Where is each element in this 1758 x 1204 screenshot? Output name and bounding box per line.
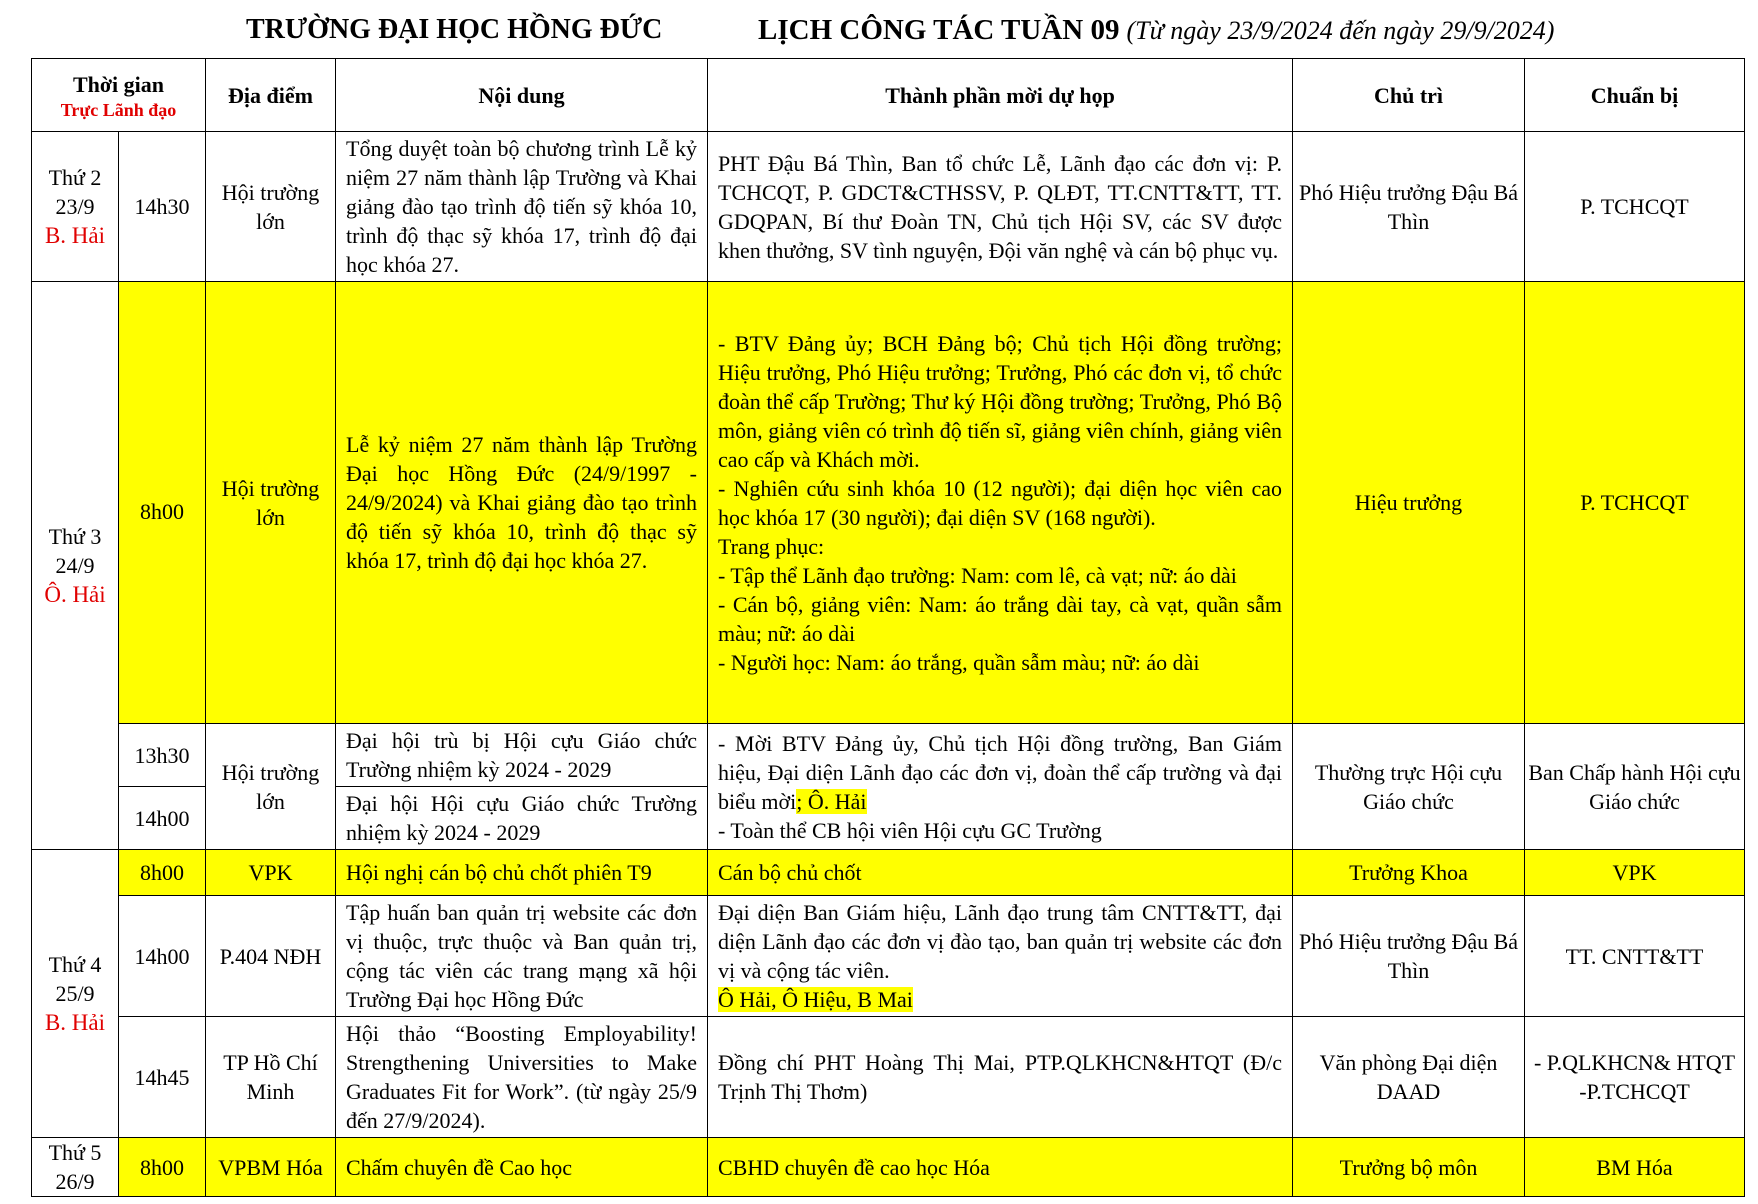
day-date: 23/9	[55, 194, 95, 219]
participants-line: Trang phục:	[718, 533, 825, 559]
time-cell: 14h45	[119, 1017, 206, 1138]
time-cell: 8h00	[119, 282, 206, 724]
prepare-cell: Ban Chấp hành Hội cựu Giáo chức	[1525, 724, 1745, 850]
participants-cell	[708, 724, 1293, 850]
duty-leader: B. Hải	[44, 1010, 106, 1035]
day-name: Thứ 4	[48, 952, 102, 977]
participants-cell: PHT Đậu Bá Thìn, Ban tổ chức Lễ, Lãnh đạo các đơn vị: P. TCHCQT, P. GDCT&CTHSSV, P. QLĐT, TT.CNTT&TT, TT. GDQPAN, Bí thư Đoàn TN, Chủ tịch Hội SV, các SV được khen thưởng, SV tình nguyện, Đội văn nghệ và cán bộ phục vụ.	[708, 132, 1293, 282]
schedule-title	[758, 14, 1554, 47]
prepare-line: - P.QLKHCN& HTQT	[1533, 1050, 1736, 1075]
day-name: Thứ 2	[48, 165, 102, 190]
content-cell: Đại hội Hội cựu Giáo chức Trường nhiệm kỳ 2024 - 2029	[336, 787, 708, 850]
prepare-cell: TT. CNTT&TT	[1525, 896, 1745, 1017]
schedule-title-text: LỊCH CÔNG TÁC TUẦN 09	[758, 14, 1120, 46]
content-cell: Hội nghị cán bộ chủ chốt phiên T9	[336, 850, 708, 896]
col-time-label: Thời gian	[72, 71, 165, 97]
time-cell: 8h00	[119, 850, 206, 896]
content-cell: Chấm chuyên đề Cao học	[336, 1138, 708, 1197]
time-cell: 14h30	[119, 132, 206, 282]
participants-line: - Nghiên cứu sinh khóa 10 (12 người); đại diện học viên cao học khóa 17 (30 người); đại diện SV (168 người).	[718, 475, 1282, 530]
day-date: 26/9	[55, 1169, 95, 1194]
table-header-row	[32, 59, 1745, 132]
day-cell	[32, 1138, 119, 1197]
day-date: 25/9	[55, 981, 95, 1006]
participants-cell: CBHD chuyên đề cao học Hóa	[708, 1138, 1293, 1197]
participants-line: Đại diện Ban Giám hiệu, Lãnh đạo trung tâm CNTT&TT, đại diện Lãnh đạo các đơn vị đào tạo, ban quản trị website các đơn vị và cộng tác viên.	[718, 900, 1282, 983]
prepare-line: -P.TCHCQT	[1579, 1079, 1690, 1104]
schedule-table	[31, 58, 1745, 1197]
chair-cell: Trưởng Khoa	[1293, 850, 1525, 896]
place-cell: Hội trường lớn	[206, 724, 336, 850]
place-cell: VPBM Hóa	[206, 1138, 336, 1197]
chair-cell: Thường trực Hội cựu Giáo chức	[1293, 724, 1525, 850]
col-time	[32, 59, 206, 132]
place-cell: TP Hồ Chí Minh	[206, 1017, 336, 1138]
time-cell: 14h00	[119, 787, 206, 850]
date-range: (Từ ngày 23/9/2024 đến ngày 29/9/2024)	[1126, 16, 1555, 45]
col-content: Nội dung	[336, 59, 708, 132]
table-row	[32, 132, 1745, 282]
content-cell: Tập huấn ban quản trị website các đơn vị thuộc, trực thuộc và Ban quản trị, cộng tác viên các trang mạng xã hội Trường Đại học Hồng Đức	[336, 896, 708, 1017]
place-cell: P.404 NĐH	[206, 896, 336, 1017]
day-cell	[32, 850, 119, 1138]
duty-leader: B. Hải	[44, 223, 106, 248]
content-cell: Lễ kỷ niệm 27 năm thành lập Trường Đại học Hồng Đức (24/9/1997 - 24/9/2024) và Khai giảng đào tạo trình độ tiến sỹ khóa 10, trình độ thạc sỹ khóa 17, trình độ đại học khóa 27.	[336, 282, 708, 724]
chair-cell: Phó Hiệu trưởng Đậu Bá Thìn	[1293, 896, 1525, 1017]
col-participants: Thành phần mời dự họp	[708, 59, 1293, 132]
day-date: 24/9	[55, 553, 95, 578]
prepare-cell: P. TCHCQT	[1525, 282, 1745, 724]
participants-line: - Toàn thể CB hội viên Hội cựu GC Trường	[718, 817, 1102, 843]
col-prepare: Chuẩn bị	[1525, 59, 1745, 132]
day-cell	[32, 132, 119, 282]
place-cell: VPK	[206, 850, 336, 896]
participants-line: - Cán bộ, giảng viên: Nam: áo trắng dài tay, cà vạt, quần sẫm màu; nữ: áo dài	[718, 591, 1282, 646]
chair-cell: Phó Hiệu trưởng Đậu Bá Thìn	[1293, 132, 1525, 282]
participants-cell	[708, 896, 1293, 1017]
place-cell: Hội trường lớn	[206, 132, 336, 282]
col-chair: Chủ trì	[1293, 59, 1525, 132]
day-cell	[32, 282, 119, 850]
col-time-sub: Trực Lãnh đạo	[60, 99, 177, 120]
participants-line: - Người học: Nam: áo trắng, quần sẫm màu; nữ: áo dài	[718, 649, 1200, 675]
prepare-cell: BM Hóa	[1525, 1138, 1745, 1197]
participants-cell	[708, 282, 1293, 724]
time-cell: 8h00	[119, 1138, 206, 1197]
content-cell: Đại hội trù bị Hội cựu Giáo chức Trường nhiệm kỳ 2024 - 2029	[336, 724, 708, 787]
participants-cell: Cán bộ chủ chốt	[708, 850, 1293, 896]
page-header	[0, 14, 1758, 54]
col-place: Địa điểm	[206, 59, 336, 132]
table-row	[32, 850, 1745, 896]
table-row	[32, 1138, 1745, 1197]
participants-highlight: Ô Hải, Ô Hiệu, B Mai	[718, 987, 913, 1012]
table-row	[32, 282, 1745, 724]
participants-line: - BTV Đảng ủy; BCH Đảng bộ; Chủ tịch Hội đồng trường; Hiệu trưởng, Phó Hiệu trưởng; Trưởng, Phó các đơn vị, tổ chức đoàn thể cấp Trường; Thư ký Hội đồng trường; Trưởng, Phó Bộ môn, giảng viên có trình độ tiến sĩ, giảng viên chính, giảng viên cao cấp và Khách mời.	[718, 330, 1282, 472]
day-name: Thứ 3	[48, 524, 102, 549]
duty-leader: Ô. Hải	[44, 582, 106, 607]
place-cell: Hội trường lớn	[206, 282, 336, 724]
content-cell: Hội thảo “Boosting Employability! Strengthening Universities to Make Graduates Fit for Work”. (từ ngày 25/9 đến 27/9/2024).	[336, 1017, 708, 1138]
time-cell: 14h00	[119, 896, 206, 1017]
table-row	[32, 1017, 1745, 1138]
chair-cell: Văn phòng Đại diện DAAD	[1293, 1017, 1525, 1138]
participants-line: - Tập thể Lãnh đạo trường: Nam: com lê, cà vạt; nữ: áo dài	[718, 562, 1237, 588]
participants-cell: Đồng chí PHT Hoàng Thị Mai, PTP.QLKHCN&HTQT (Đ/c Trịnh Thị Thơm)	[708, 1017, 1293, 1138]
prepare-cell: P. TCHCQT	[1525, 132, 1745, 282]
table-row	[32, 896, 1745, 1017]
day-name: Thứ 5	[48, 1140, 102, 1165]
time-cell: 13h30	[119, 724, 206, 787]
participants-line: - Mời BTV Đảng ủy, Chủ tịch Hội đồng trường, Ban Giám hiệu, Đại diện Lãnh đạo các đơn vị, đoàn thể cấp trường và đại biểu mời	[718, 730, 1282, 814]
prepare-cell: VPK	[1525, 850, 1745, 896]
participants-highlight: ; Ô. Hải	[796, 788, 867, 814]
table-row	[32, 724, 1745, 787]
prepare-cell	[1525, 1017, 1745, 1138]
content-cell: Tổng duyệt toàn bộ chương trình Lễ kỷ niệm 27 năm thành lập Trường và Khai giảng đào tạo trình độ tiến sỹ khóa 10, trình độ thạc sỹ khóa 17, trình độ đại học khóa 27.	[336, 132, 708, 282]
school-name: TRƯỜNG ĐẠI HỌC HỒNG ĐỨC	[246, 14, 663, 45]
chair-cell: Hiệu trưởng	[1293, 282, 1525, 724]
chair-cell: Trưởng bộ môn	[1293, 1138, 1525, 1197]
